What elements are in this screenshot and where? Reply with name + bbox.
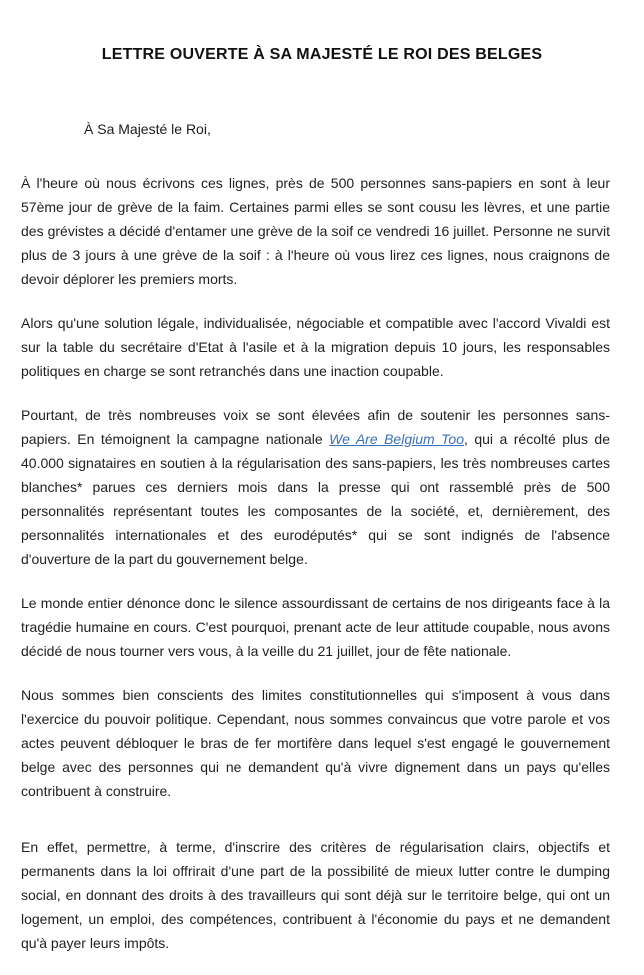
paragraph-constitutional-limits: Nous sommes bien conscients des limites constitutionnelles qui s'imposent à vous dans l'exercice du pouvoir politique. Cependant, nous sommes convaincus que votre parole et vos actes peuvent débloquer le bras de fer mortifère dans lequel s'est engagé le gouvernement belge avec des personnes qui ne demandent qu'à vivre dignement dans un pays qu'elles contribuent à construire. — [21, 687, 610, 799]
paragraph-support-text-before: Pourtant, de très nombreuses voix se sont élevées afin de soutenir les personnes sans-papiers. En témoignent la campagne nationale — [21, 407, 610, 447]
letter-body — [21, 171, 610, 975]
paragraph-hunger-strike: À l'heure où nous écrivons ces lignes, près de 500 personnes sans-papiers en sont à leur 57ème jour de grève de la faim. Certaines parmi elles se sont cousu les lèvres, et une partie des grévistes a décidé d'entamer une grève de la soif ce vendredi 16 juillet. Personne ne survit plus de 3 jours à une grève de la soif : à l'heure où vous lirez ces lignes, nous craignons de devoir déplorer les premiers morts. — [21, 175, 610, 287]
paragraph-support-text-after: , qui a récolté plus de 40.000 signataires en soutien à la régularisation des sans-papiers, les très nombreuses cartes blanches* parues ces derniers mois dans la presse qui ont rassemblé près de 500 personnalités représentant toutes les composantes de la société, et, dernièrement, des personnalités internationales et des eurodéputés* qui se sont indignés de l'absence d'ouverture de la part du gouvernement belge. — [21, 431, 610, 567]
paragraph-support-voices — [21, 403, 610, 571]
paragraph-legal-solution: Alors qu'une solution légale, individualisée, négociable et compatible avec l'accord Vivaldi est sur la table du secrétaire d'Etat à l'asile et à la migration depuis 10 jours, les responsables politiques en charge se sont retranchés dans une inaction coupable. — [21, 315, 610, 379]
we-are-belgium-too-link[interactable]: We Are Belgium Too — [329, 431, 464, 447]
letter-title: LETTRE OUVERTE À SA MAJESTÉ LE ROI DES BELGES — [101, 46, 543, 63]
salutation: À Sa Majesté le Roi, — [84, 121, 211, 137]
paragraph-regularisation-criteria: En effet, permettre, à terme, d'inscrire des critères de régularisation clairs, objectifs et permanents dans la loi offrirait d'une part de la possibilité de mieux lutter contre le dumping social, en donnant des droits à des travailleurs qui sont déjà sur le territoire belge, qui ont un logement, un emploi, des compétences, contribuent à l'économie du pays et ne demandent qu'à payer leurs impôts. — [21, 839, 610, 951]
paragraph-world-denounces: Le monde entier dénonce donc le silence assourdissant de certains de nos dirigeants face à la tragédie humaine en cours. C'est pourquoi, prenant acte de leur attitude coupable, nous avons décidé de nous tourner vers vous, à la veille du 21 juillet, jour de fête nationale. — [21, 595, 610, 659]
